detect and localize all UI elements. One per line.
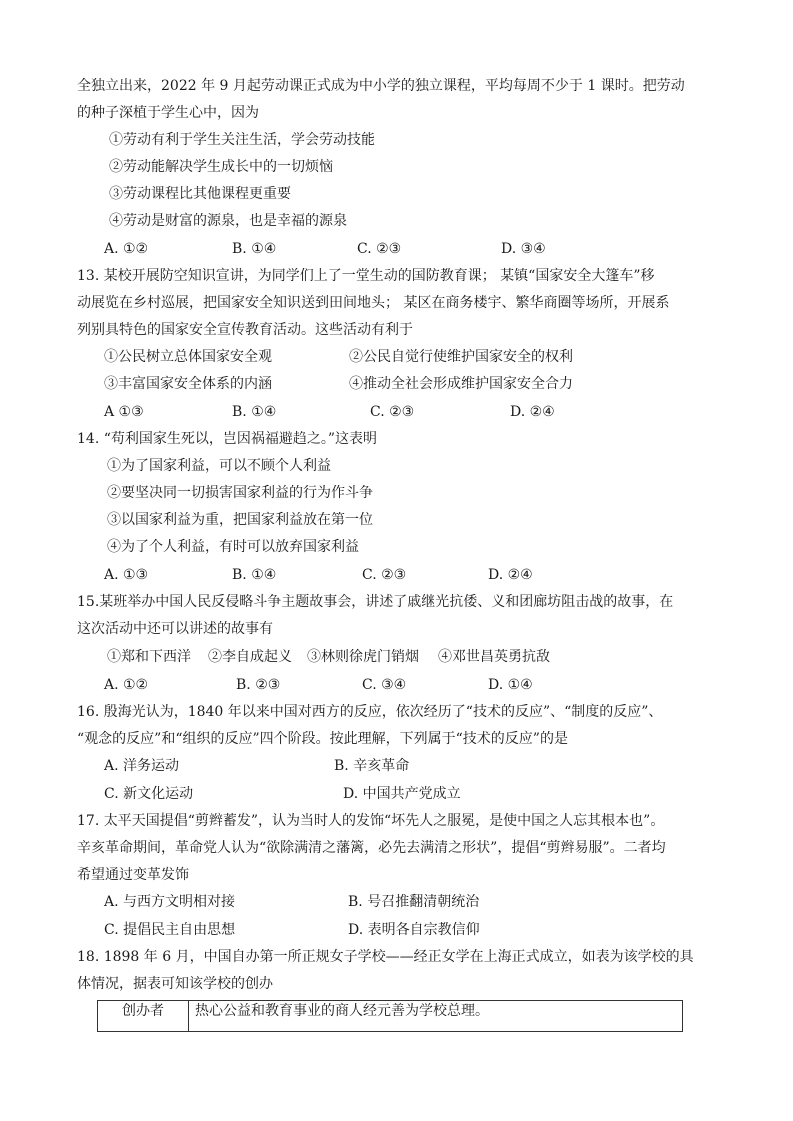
q13-option-a[interactable]: A ①③ (104, 404, 144, 420)
q16-option-c[interactable]: C. 新文化运动 (104, 786, 194, 802)
q17-stem-line-1: 17. 太平天国提倡“剪辫蓄发”，认为当时人的发饰“坏先人之服冕，是使中国之人忘其根本也”。 (77, 813, 665, 829)
q16-option-b[interactable]: B. 辛亥革命 (334, 758, 410, 774)
q13-option-c[interactable]: C. ②③ (370, 404, 415, 420)
q17-option-b[interactable]: B. 号召推翻清朝统治 (348, 894, 480, 910)
q15-item-3: ③林则徐虎门销烟 (307, 649, 419, 665)
q18-stem-line-2: 体情况，据表可知该学校的创办 (77, 976, 273, 992)
q14-option-a[interactable]: A. ①③ (104, 567, 149, 583)
q17-option-c[interactable]: C. 提倡民主自由思想 (104, 922, 236, 938)
q12-item-2: ②劳动能解决学生成长中的一切烦恼 (109, 159, 333, 175)
q13-option-d[interactable]: D. ②④ (510, 404, 555, 420)
q12-option-d[interactable]: D. ③④ (501, 241, 546, 257)
q16-option-a[interactable]: A. 洋务运动 (104, 758, 180, 774)
q13-item-3: ③丰富国家安全体系的内涵 (104, 376, 272, 392)
q17-option-a[interactable]: A. 与西方文明相对接 (104, 894, 236, 910)
q16-stem-line-2: “观念的反应”和“组织的反应”四个阶段。按此理解，下列属于“技术的反应”的是 (77, 731, 568, 747)
q18-info-table (97, 1000, 683, 1032)
q12-item-3: ③劳动课程比其他课程更重要 (109, 186, 291, 202)
q12-option-a[interactable]: A. ①② (104, 241, 149, 257)
q14-option-c[interactable]: C. ②③ (362, 567, 407, 583)
q12-option-c[interactable]: C. ②③ (357, 241, 402, 257)
q14-item-1: ①为了国家利益，可以不顾个人利益 (107, 458, 331, 474)
q12-item-1: ①劳动有利于学生关注生活，学会劳动技能 (109, 132, 375, 148)
q16-option-d[interactable]: D. 中国共产党成立 (343, 786, 461, 802)
q15-option-d[interactable]: D. ①④ (488, 677, 533, 693)
q13-stem-line-1: 13. 某校开展防空知识宣讲，为同学们上了一堂生动的国防教育课； 某镇“国家安全大篷车”移 (77, 268, 655, 284)
q12-option-b[interactable]: B. ①④ (232, 241, 277, 257)
q16-stem-line-1: 16. 殷海光认为，1840 年以来中国对西方的反应，依次经历了“技术的反应”、“制度的反应”、 (77, 704, 663, 720)
q15-stem-line-1: 15.某班举办中国人民反侵略斗争主题故事会，讲述了戚继光抗倭、义和团廊坊阻击战的故事，在 (77, 594, 674, 610)
q14-item-3: ③以国家利益为重，把国家利益放在第一位 (107, 512, 373, 528)
q13-option-b[interactable]: B. ①④ (232, 404, 277, 420)
q14-item-2: ②要坚决同一切损害国家利益的行为作斗争 (107, 485, 373, 501)
q12-item-4: ④劳动是财富的源泉，也是幸福的源泉 (109, 213, 347, 229)
q14-stem: 14. “苟利国家生死以，岂因祸福避趋之。”这表明 (77, 431, 378, 447)
q15-stem-line-2: 这次活动中还可以讲述的故事有 (77, 621, 273, 637)
q13-item-1: ①公民树立总体国家安全观 (104, 349, 272, 365)
q17-stem-line-3: 希望通过变革发饰 (77, 867, 189, 883)
q13-item-4: ④推动全社会形成维护国家安全合力 (349, 376, 573, 392)
q14-option-d[interactable]: D. ②④ (488, 567, 533, 583)
q12-continuation-line-2: 的种子深植于学生心中，因为 (77, 105, 259, 121)
q18-table-label: 创办者 (98, 1001, 189, 1032)
q13-stem-line-3: 列别具特色的国家安全宣传教育活动。这些活动有利于 (77, 322, 413, 338)
q13-item-2: ②公民自觉行使维护国家安全的权利 (349, 349, 573, 365)
q15-option-c[interactable]: C. ③④ (362, 677, 407, 693)
q15-option-b[interactable]: B. ②③ (236, 677, 281, 693)
table-row (98, 1001, 683, 1032)
q17-option-d[interactable]: D. 表明各自宗教信仰 (348, 922, 480, 938)
q14-item-4: ④为了个人利益，有时可以放弃国家利益 (107, 539, 359, 555)
q15-item-1: ①郑和下西洋 (107, 649, 191, 665)
q14-option-b[interactable]: B. ①④ (232, 567, 277, 583)
q12-continuation-line-1: 全独立出来，2022 年 9 月起劳动课正式成为中小学的独立课程，平均每周不少于 1 课时。把劳动 (77, 78, 685, 94)
q15-item-2: ②李自成起义 (208, 649, 292, 665)
q18-table-value: 热心公益和教育事业的商人经元善为学校总理。 (189, 1001, 683, 1032)
q18-stem-line-1: 18. 1898 年 6 月，中国自办第一所正规女子学校——经正女学在上海正式成立，如表为该学校的具 (77, 949, 694, 965)
q15-option-a[interactable]: A. ①② (104, 677, 149, 693)
q17-stem-line-2: 辛亥革命期间，革命党人认为“欲除满清之藩篱，必先去满清之形状”，提倡“剪辫易服”。二者均 (77, 840, 666, 856)
q13-stem-line-2: 动展览在乡村巡展，把国家安全知识送到田间地头； 某区在商务楼宇、繁华商圈等场所，开展系 (77, 295, 670, 311)
q15-item-4: ④邓世昌英勇抗敌 (438, 649, 550, 665)
